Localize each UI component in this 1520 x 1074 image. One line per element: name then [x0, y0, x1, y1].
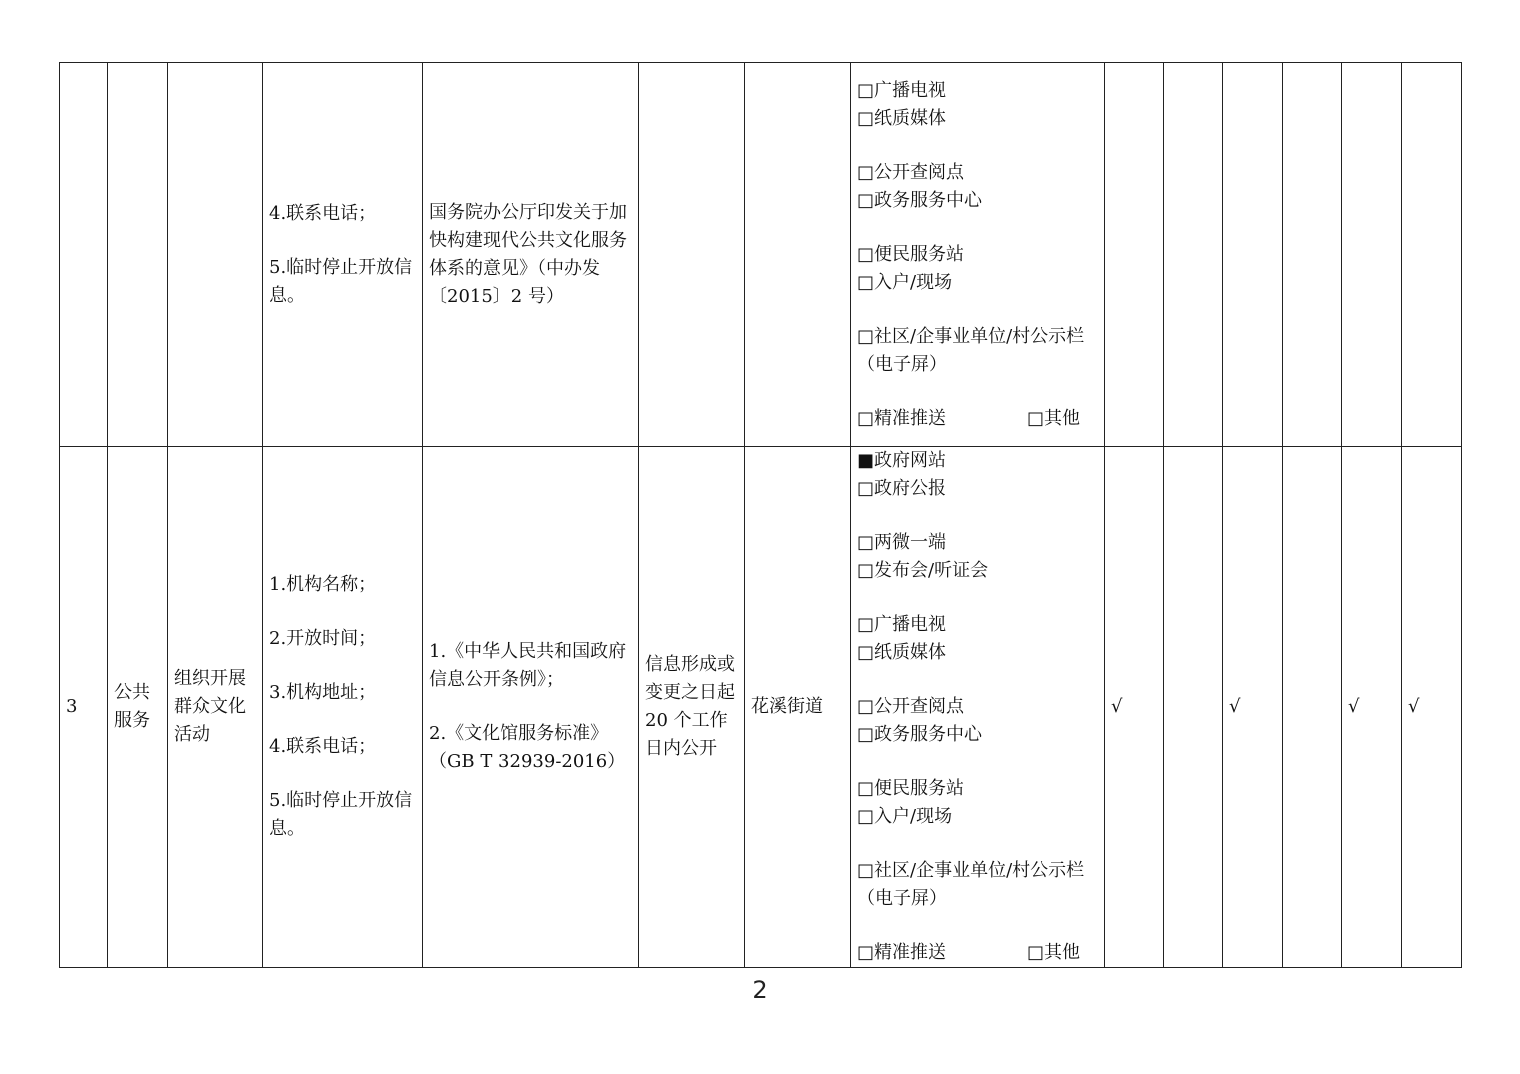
check-mark	[1283, 447, 1342, 968]
check-mark: √	[1402, 447, 1462, 968]
check-cell	[1402, 63, 1462, 447]
media-option: □公开查阅点 □政务服务中心	[857, 161, 983, 211]
basis-line: 国务院办公厅印发关于加快构建现代公共文化服务体系的意见》（中办发〔2015〕2 号）	[429, 201, 627, 307]
media-option: □公开查阅点 □政务服务中心	[857, 696, 983, 745]
check-cell	[1223, 63, 1283, 447]
media-cell	[851, 447, 1105, 968]
media-option: □社区/企事业单位/村公示栏（电子屏）	[857, 860, 1085, 909]
table-row	[60, 63, 1462, 447]
media-option: □社区/企事业单位/村公示栏（电子屏）	[857, 325, 1085, 375]
basis-line: 2.《文化馆服务标准》（GB T 32939-2016）	[429, 723, 626, 772]
content-line: 5.临时停止开放信息。	[269, 790, 413, 839]
check-mark: √	[1342, 447, 1402, 968]
basis-line: 1.《中华人民共和国政府信息公开条例》；	[429, 641, 627, 690]
content-line: 2.开放时间；	[269, 628, 377, 649]
content-line: 4.联系电话；	[269, 736, 377, 757]
subject-cell: 花溪街道	[745, 447, 851, 968]
item-cell: 组织开展群众文化活动	[168, 447, 263, 968]
disclosure-table	[59, 62, 1462, 968]
seq-cell	[60, 63, 108, 447]
content-line: 3.机构地址；	[269, 682, 377, 703]
check-mark	[1164, 447, 1223, 968]
check-cell	[1164, 63, 1223, 447]
item-cell	[168, 63, 263, 447]
media-option: □便民服务站 □入户/现场	[857, 778, 965, 827]
content-cell	[263, 447, 423, 968]
media-option: ■政府网站 □政府公报	[857, 450, 947, 499]
content-cell	[263, 63, 423, 447]
check-mark: √	[1105, 447, 1164, 968]
media-option: □精准推送 □其他	[857, 407, 1081, 429]
media-option: □便民服务站 □入户/现场	[857, 243, 965, 293]
media-option: □广播电视 □纸质媒体	[857, 614, 947, 663]
content-line: 1.机构名称；	[269, 574, 377, 595]
page-number: 2	[752, 976, 768, 1004]
check-mark: √	[1223, 447, 1283, 968]
basis-cell	[423, 63, 639, 447]
table-row	[60, 447, 1462, 968]
media-option: □精准推送 □其他	[857, 942, 1081, 963]
content-line: 4.联系电话；	[269, 202, 377, 224]
media-option: □广播电视 □纸质媒体	[857, 79, 947, 129]
subject-cell	[745, 63, 851, 447]
time-limit-cell: 信息形成或变更之日起 20 个工作日内公开	[639, 447, 745, 968]
seq-cell: 3	[60, 447, 108, 968]
check-cell	[1342, 63, 1402, 447]
check-cell	[1105, 63, 1164, 447]
time-limit-cell	[639, 63, 745, 447]
content-line: 5.临时停止开放信息。	[269, 256, 413, 306]
basis-cell	[423, 447, 639, 968]
media-option: □两微一端 □发布会/听证会	[857, 532, 989, 581]
media-cell	[851, 63, 1105, 447]
category-cell	[108, 63, 168, 447]
category-cell: 公共服务	[108, 447, 168, 968]
check-cell	[1283, 63, 1342, 447]
